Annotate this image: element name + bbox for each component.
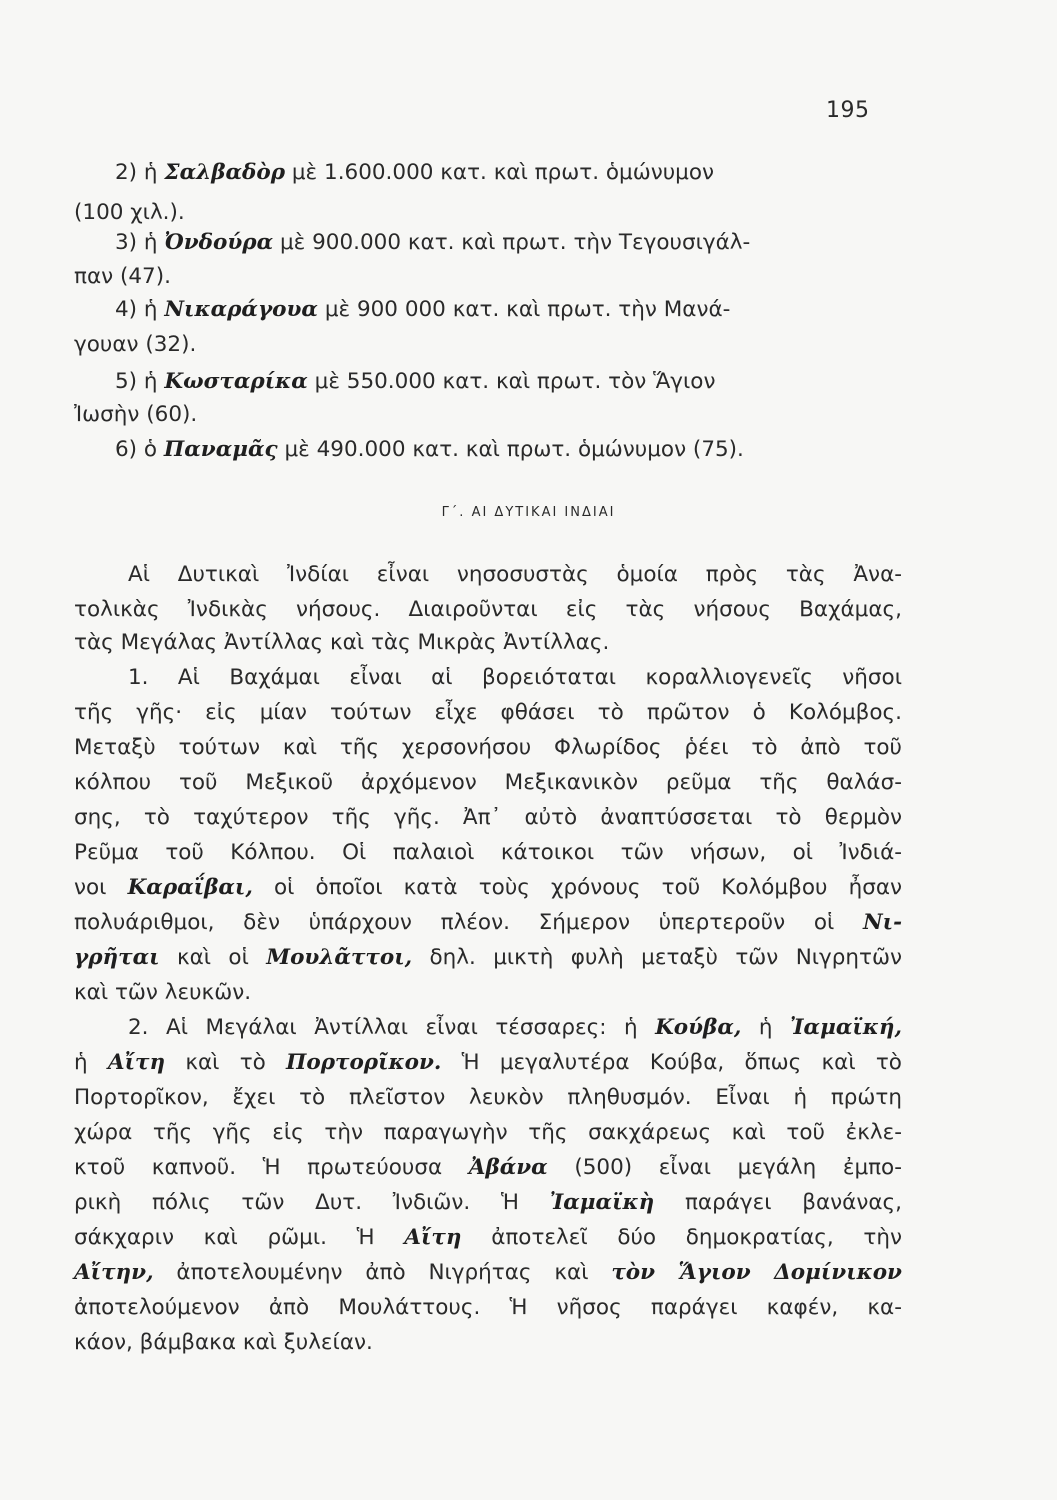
section-heading: Γ΄. ΑΙ ΔΥΤΙΚΑΙ ΙΝΔΙΑΙ xyxy=(441,505,616,520)
list-item: 2) ἡ Σαλβαδὸρ μὲ 1.600.000 κατ. καὶ πρωτ. ὁμώνυμον xyxy=(115,160,715,185)
paragraph-line: τὰς Μεγάλας Ἀντίλλας καὶ τὰς Μικρὰς Ἀντίλλας. xyxy=(74,630,610,655)
paragraph-line: Αἴτην, ἀποτελουμένην ἀπὸ Νιγρήτας καὶ τὸν Ἅγιον Δομίνικον xyxy=(74,1260,902,1285)
paragraph-line: κόλπου τοῦ Μεξικοῦ ἀρχόμενον Μεξικανικὸν ρεῦμα τῆς θαλάσ- xyxy=(74,770,902,795)
country-name: Παναμᾶς xyxy=(163,437,278,462)
paragraph-line: τῆς γῆς· εἰς μίαν τούτων εἶχε φθάσει τὸ πρῶτον ὁ Κολόμβος. xyxy=(74,700,902,725)
highlighted-term: Ἰαμαϊκὴ xyxy=(549,1190,655,1215)
highlighted-term: Νι- xyxy=(863,910,902,935)
paragraph-line: σάκχαριν καὶ ρῶμι. Ἡ Αἴτη ἀποτελεῖ δύο δημοκρατίας, τὴν xyxy=(74,1225,902,1250)
highlighted-term: Ἀβάνα xyxy=(468,1155,548,1180)
highlighted-term: Μουλᾶττοι, xyxy=(266,945,413,970)
list-item: 6) ὁ Παναμᾶς μὲ 490.000 κατ. καὶ πρωτ. ὁμώνυμον (75). xyxy=(115,437,744,462)
highlighted-term: γρῆται xyxy=(74,945,160,970)
paragraph-line: κτοῦ καπνοῦ. Ἡ πρωτεύουσα Ἀβάνα (500) εἶναι μεγάλη ἐμπο- xyxy=(74,1155,902,1180)
paragraph-line: Αἱ Δυτικαὶ Ἰνδίαι εἶναι νησοσυστὰς ὁμοία πρὸς τὰς Ἀνα- xyxy=(128,562,902,587)
page-number: 195 xyxy=(826,98,870,123)
list-item-continuation: παν (47). xyxy=(74,264,171,289)
country-name: Ὀνδούρα xyxy=(164,230,274,255)
list-item: 3) ἡ Ὀνδούρα μὲ 900.000 κατ. καὶ πρωτ. τὴν Τεγουσιγάλ- xyxy=(115,230,751,255)
highlighted-term: Κούβα, xyxy=(655,1015,742,1040)
paragraph-line: χώρα τῆς γῆς εἰς τὴν παραγωγὴν τῆς σακχάρεως καὶ τοῦ ἐκλε- xyxy=(74,1120,902,1145)
paragraph-line: τολικὰς Ἰνδικὰς νήσους. Διαιροῦνται εἰς τὰς νήσους Βαχάμας, xyxy=(74,597,902,622)
highlighted-term: Καραΐβαι, xyxy=(127,875,253,900)
list-item-continuation: Ἰωσὴν (60). xyxy=(74,402,198,427)
paragraph-line: Ρεῦμα τοῦ Κόλπου. Οἱ παλαιοὶ κάτοικοι τῶν νήσων, οἱ Ἰνδιά- xyxy=(74,840,902,865)
paragraph-line: πολυάριθμοι, δὲν ὑπάρχουν πλέον. Σήμερον ὑπερτεροῦν οἱ Νι- xyxy=(74,910,902,935)
list-item-continuation: γουαν (32). xyxy=(74,332,197,357)
country-name: Σαλβαδὸρ xyxy=(164,160,286,185)
list-item-continuation: (100 χιλ.). xyxy=(74,200,185,225)
paragraph-line: Μεταξὺ τούτων καὶ τῆς χερσονήσου Φλωρίδος ῥέει τὸ ἀπὸ τοῦ xyxy=(74,735,902,760)
paragraph-line: νοι Καραΐβαι, οἱ ὁποῖοι κατὰ τοὺς χρόνους τοῦ Κολόμβου ἦσαν xyxy=(74,875,903,900)
country-name: Κωσταρίκα xyxy=(164,369,308,394)
country-name: Νικαράγουα xyxy=(164,297,318,322)
paragraph-line: 1. Αἱ Βαχάμαι εἶναι αἱ βορειόταται κοραλλιογενεῖς νῆσοι xyxy=(128,665,902,690)
paragraph-line: γρῆται καὶ οἱ Μουλᾶττοι, δηλ. μικτὴ φυλὴ μεταξὺ τῶν Νιγρητῶν xyxy=(74,945,903,970)
list-item: 5) ἡ Κωσταρίκα μὲ 550.000 κατ. καὶ πρωτ. τὸν Ἅγιον xyxy=(115,369,716,394)
paragraph-line: κάον, βάμβακα καὶ ξυλείαν. xyxy=(74,1330,373,1355)
highlighted-term: Αἴτη xyxy=(107,1050,166,1075)
highlighted-term: Ἰαμαϊκή, xyxy=(790,1015,902,1040)
highlighted-term: Αἴτην, xyxy=(74,1260,154,1285)
paragraph-line: σης, τὸ ταχύτερον τῆς γῆς. Ἀπ᾿ αὐτὸ ἀναπτύσσεται τὸ θερμὸν xyxy=(74,805,902,830)
highlighted-term: τὸν Ἅγιον Δομίνικον xyxy=(611,1260,902,1285)
paragraph-line: 2. Αἱ Μεγάλαι Ἀντίλλαι εἶναι τέσσαρες: ἡ Κούβα, ἡ Ἰαμαϊκή, xyxy=(128,1015,902,1040)
paragraph-line: ρικὴ πόλις τῶν Δυτ. Ἰνδιῶν. Ἡ Ἰαμαϊκὴ παράγει βανάνας, xyxy=(74,1190,902,1215)
paragraph-line: καὶ τῶν λευκῶν. xyxy=(74,980,252,1005)
paragraph-line: ἀποτελούμενον ἀπὸ Μουλάττους. Ἡ νῆσος παράγει καφέν, κα- xyxy=(74,1295,902,1320)
highlighted-term: Αἴτη xyxy=(404,1225,462,1250)
paragraph-line: ἡ Αἴτη καὶ τὸ Πορτορῖκον. Ἡ μεγαλυτέρα Κούβα, ὅπως καὶ τὸ xyxy=(74,1050,902,1075)
highlighted-term: Πορτορῖκον. xyxy=(286,1050,442,1075)
list-item: 4) ἡ Νικαράγουα μὲ 900 000 κατ. καὶ πρωτ. τὴν Μανά- xyxy=(115,297,731,322)
paragraph-line: Πορτορῖκον, ἔχει τὸ πλεῖστον λευκὸν πληθυσμόν. Εἶναι ἡ πρώτη xyxy=(74,1085,902,1110)
